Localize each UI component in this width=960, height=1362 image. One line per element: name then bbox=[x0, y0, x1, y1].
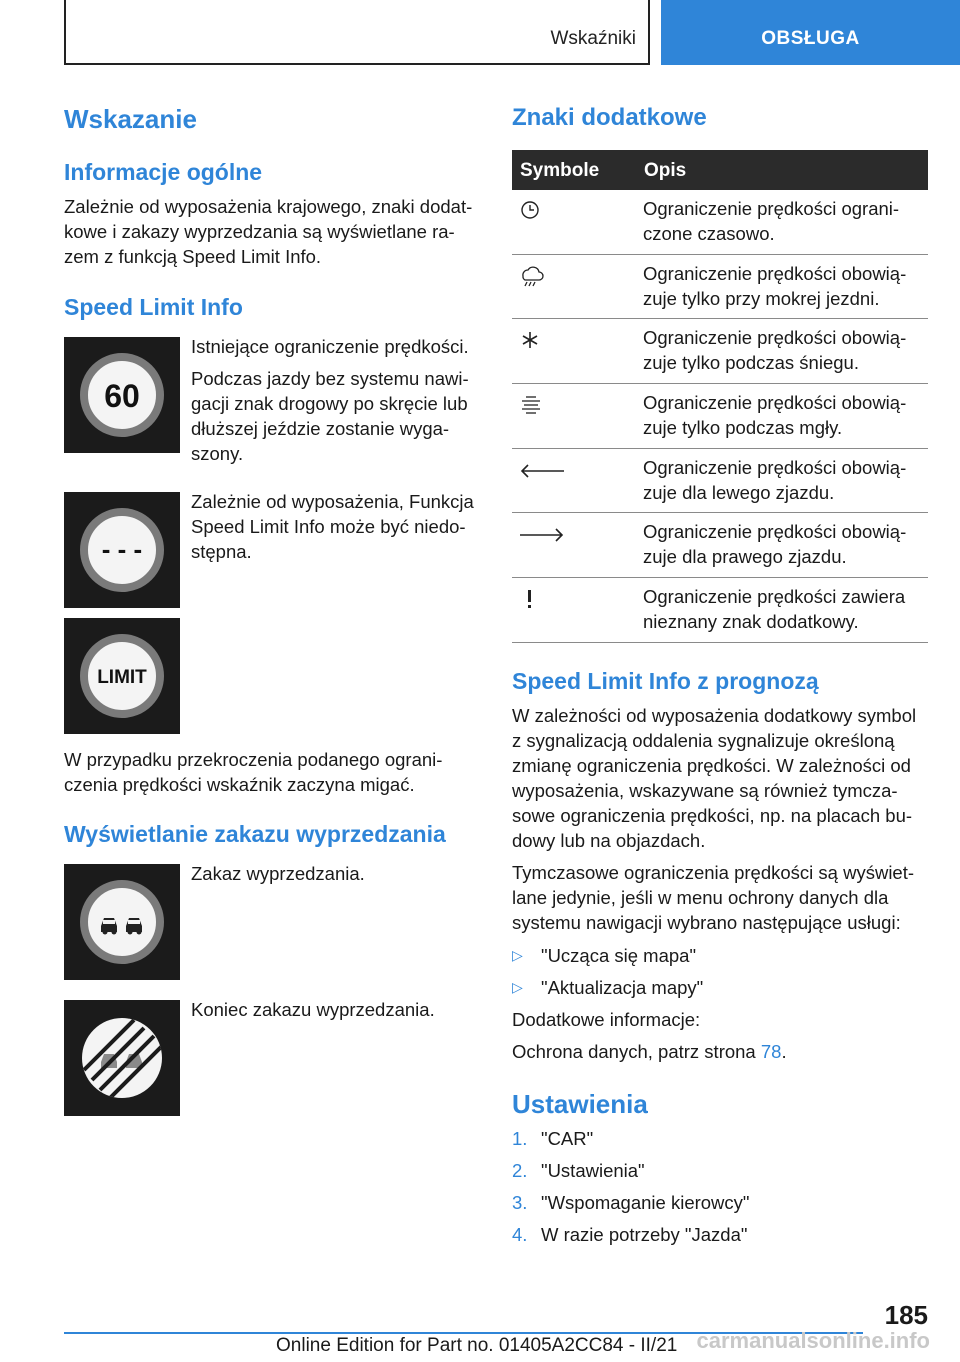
general-info-text: Zależnie od wyposażenia krajowego, znaki dodat- kowe i zakazy wyprzedzania są wyświetlane ra- zem z funkcją Speed Limit Info. bbox=[64, 196, 473, 267]
triangle-bullet-icon: ▷ bbox=[512, 947, 523, 963]
temporary-limits-text: Tymczasowe ograniczenia prędkości są wyświet- lane jedynie, jeśli w menu ochrony danych dla systemu nawigacji wybrano następujące usługi: bbox=[512, 862, 915, 933]
sign-limit-value: LIMIT bbox=[97, 667, 147, 688]
watermark: carmanualsonline.info bbox=[696, 1328, 930, 1353]
triangle-bullet-icon: ▷ bbox=[512, 979, 523, 995]
heading-speed-limit-info: Speed Limit Info bbox=[64, 294, 243, 320]
arrow-left-icon bbox=[518, 459, 566, 483]
row-description: Ograniczenie prędkości ograni- czone czasowo. bbox=[643, 198, 900, 244]
exclamation-icon bbox=[518, 588, 558, 612]
sli-current-text: Istniejące ograniczenie prędkości. bbox=[191, 336, 469, 357]
exceed-limit-text: W przypadku przekroczenia podanego ograni- czenia prędkości wskaźnik zaczyna migać. bbox=[64, 749, 443, 795]
section-title-wskazanie: Wskazanie bbox=[64, 104, 197, 134]
speed-limit-60-sign bbox=[64, 337, 180, 453]
header-section-label: Wskaźniki bbox=[550, 28, 636, 49]
table-row bbox=[512, 513, 928, 578]
arrow-right-icon bbox=[518, 523, 566, 547]
row-description: Ograniczenie prędkości obowią- zuje tylko podczas śniegu. bbox=[643, 327, 907, 374]
page-header bbox=[0, 0, 960, 66]
forecast-text: W zależności od wyposażenia dodatkowy symbol z sygnalizacją oddalenia sygnalizuje określoną zmianę ograniczenia prędkości. W zależności od wyposażenia, wskazywane są również tymcza- sowe ograniczenia prędkości, np. na placach bu- dowy lub na objazdach. bbox=[512, 705, 917, 851]
speed-limit-unavailable-sign bbox=[64, 492, 180, 608]
header-chapter-tab[interactable] bbox=[661, 0, 960, 65]
rain-cloud-icon bbox=[518, 265, 558, 289]
additional-signs-table bbox=[512, 150, 928, 643]
heading-forecast: Speed Limit Info z prognozą bbox=[512, 668, 819, 694]
row-description: Ograniczenie prędkości obowią- zuje tylko podczas mgły. bbox=[643, 392, 907, 439]
heading-general-info: Informacje ogólne bbox=[64, 159, 263, 185]
table-row bbox=[512, 255, 928, 320]
sli-availability-text: Zależnie od wyposażenia, Funkcja Speed Limit Info może być niedo- stępna. bbox=[191, 491, 474, 562]
privacy-reference: Ochrona danych, patrz strona 78. bbox=[512, 1041, 787, 1062]
sign-dash-value: - - - bbox=[101, 534, 143, 564]
col-header-symbols: Symbole bbox=[520, 160, 600, 181]
heading-settings: Ustawienia bbox=[512, 1089, 648, 1119]
table-row bbox=[512, 449, 928, 514]
snowflake-icon bbox=[518, 329, 558, 353]
header-section-box bbox=[64, 0, 650, 65]
extra-info-label: Dodatkowe informacje: bbox=[512, 1009, 701, 1030]
row-description: Ograniczenie prędkości zawiera nieznany znak dodatkowy. bbox=[643, 586, 906, 633]
heading-additional-signs: Znaki dodatkowe bbox=[512, 104, 707, 131]
row-description: Ograniczenie prędkości obowią- zuje dla lewego zjazdu. bbox=[643, 456, 907, 503]
col-header-description: Opis bbox=[644, 160, 687, 181]
speed-limit-limit-sign bbox=[64, 618, 180, 734]
end-no-overtaking-text: Koniec zakazu wyprzedzania. bbox=[191, 999, 435, 1020]
row-description: Ograniczenie prędkości obowią- zuje dla prawego zjazdu. bbox=[643, 521, 907, 568]
edition-text: Online Edition for Part no. 01405A2CC84 - II/21 bbox=[276, 1335, 678, 1356]
no-overtaking-text: Zakaz wyprzedzania. bbox=[191, 863, 365, 884]
sign-60-value: 60 bbox=[104, 378, 140, 414]
heading-overtaking: Wyświetlanie zakazu wyprzedzania bbox=[64, 821, 446, 847]
privacy-page-link[interactable]: 78 bbox=[760, 1041, 782, 1062]
table-header bbox=[512, 150, 928, 190]
header-chapter-label: OBSŁUGA bbox=[761, 28, 860, 49]
page-number: 185 bbox=[884, 1300, 928, 1330]
fog-icon bbox=[518, 394, 558, 418]
sli-hide-text: Podczas jazdy bez systemu nawi- gacji znak drogowy po skręcie lub dłuższej jeździe zostanie wyga- szony. bbox=[191, 368, 469, 464]
row-description: Ograniczenie prędkości obowią- zuje tylko przy mokrej jezdni. bbox=[643, 262, 907, 309]
table-row bbox=[512, 578, 928, 643]
table-row bbox=[512, 190, 928, 255]
table-row bbox=[512, 319, 928, 384]
end-no-overtaking-sign bbox=[64, 1000, 180, 1116]
clock-icon bbox=[518, 200, 558, 224]
no-overtaking-sign bbox=[64, 864, 180, 980]
table-row bbox=[512, 384, 928, 449]
